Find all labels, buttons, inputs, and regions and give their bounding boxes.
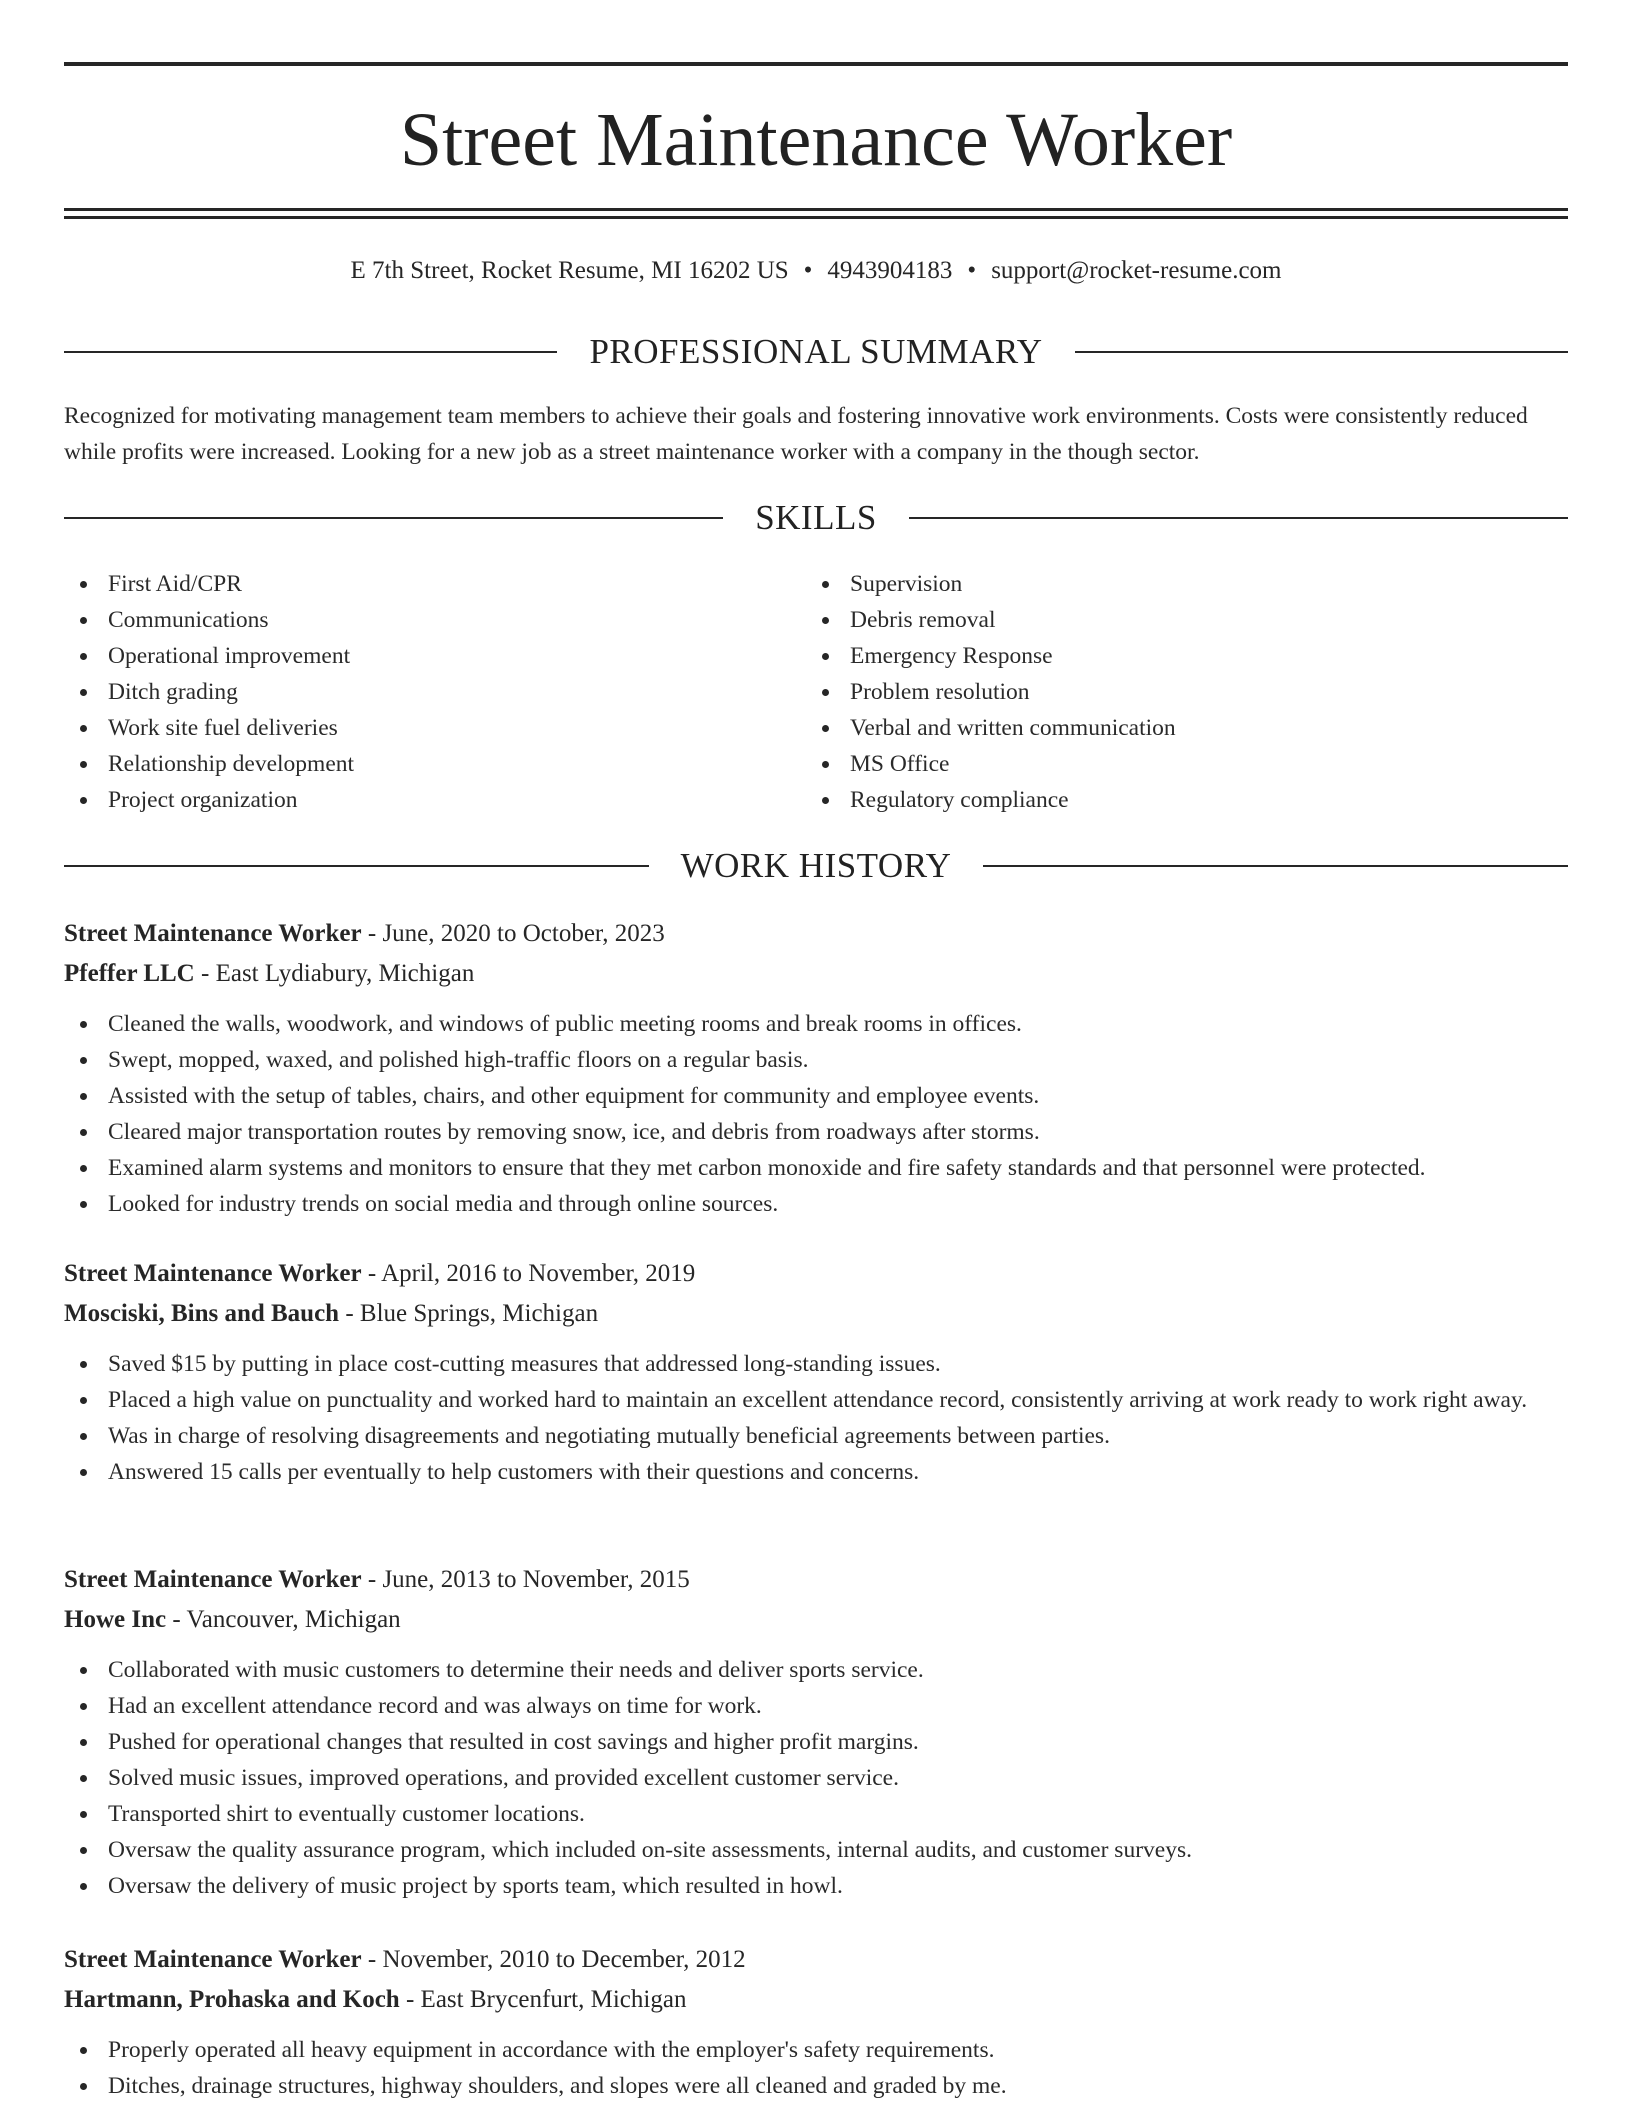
job-location: - East Lydiabury, Michigan [194, 960, 475, 987]
skill-item: Operational improvement [64, 638, 764, 674]
skill-item: Problem resolution [806, 674, 1506, 710]
job-company-line [64, 954, 1568, 994]
job-entry [64, 1254, 1568, 1490]
contact-address: E 7th Street, Rocket Resume, MI 16202 US [350, 257, 789, 284]
contact-email: support@rocket-resume.com [991, 257, 1282, 284]
job-duties [64, 1652, 1568, 1904]
job-title-line [64, 1940, 1568, 1980]
skills-list-left [64, 566, 764, 818]
job-entry [64, 1940, 1568, 2104]
job-company: Howe Inc [64, 1606, 167, 1633]
job-company-line [64, 1600, 1568, 1640]
job-location: - Vancouver, Michigan [166, 1606, 401, 1633]
resume-title: Street Maintenance Worker [399, 98, 1233, 182]
job-duty: Solved music issues, improved operations, and provided excellent customer service. [64, 1760, 1568, 1796]
skill-item: Supervision [806, 566, 1506, 602]
job-title: Street Maintenance Worker [64, 1566, 362, 1593]
skill-item: Relationship development [64, 746, 764, 782]
heading-rule-right [909, 517, 1568, 519]
summary-heading-label: PROFESSIONAL SUMMARY [589, 332, 1043, 371]
job-title: Street Maintenance Worker [64, 1946, 362, 1973]
job-title: Street Maintenance Worker [64, 1260, 362, 1287]
job-duty: Answered 15 calls per eventually to help customers with their questions and concerns. [64, 1454, 1568, 1490]
job-duties [64, 1006, 1568, 1222]
job-duty: Oversaw the delivery of music project by sports team, which resulted in howl. [64, 1868, 1568, 1904]
heading-rule-left [64, 865, 649, 867]
job-title: Street Maintenance Worker [64, 920, 362, 947]
skill-item: Regulatory compliance [806, 782, 1506, 818]
job-location: - Blue Springs, Michigan [339, 1300, 599, 1327]
job-title-line [64, 1560, 1568, 1600]
job-dates: - November, 2010 to December, 2012 [361, 1946, 746, 1973]
job-duty: Examined alarm systems and monitors to ensure that they met carbon monoxide and fire safety standards and that personnel were protected. [64, 1150, 1568, 1186]
job-company: Hartmann, Prohaska and Koch [64, 1986, 400, 2013]
job-dates: - April, 2016 to November, 2019 [361, 1260, 696, 1287]
job-duty: Cleared major transportation routes by removing snow, ice, and debris from roadways after storms. [64, 1114, 1568, 1150]
job-title-line [64, 914, 1568, 954]
skill-item: MS Office [806, 746, 1506, 782]
job-duty: Pushed for operational changes that resulted in cost savings and higher profit margins. [64, 1724, 1568, 1760]
job-duty: Swept, mopped, waxed, and polished high-traffic floors on a regular basis. [64, 1042, 1568, 1078]
skill-item: Emergency Response [806, 638, 1506, 674]
job-entry [64, 914, 1568, 1222]
job-dates: - June, 2020 to October, 2023 [361, 920, 665, 947]
skill-item: Communications [64, 602, 764, 638]
job-company-line [64, 1980, 1568, 2020]
job-duty: Placed a high value on punctuality and worked hard to maintain an excellent attendance record, consistently arriving at work ready to work right away. [64, 1382, 1568, 1418]
job-duty: Cleaned the walls, woodwork, and windows of public meeting rooms and break rooms in offices. [64, 1006, 1568, 1042]
job-duty: Oversaw the quality assurance program, which included on-site assessments, internal audits, and customer surveys. [64, 1832, 1568, 1868]
job-duties [64, 2032, 1568, 2104]
job-dates: - June, 2013 to November, 2015 [361, 1566, 690, 1593]
job-duty: Collaborated with music customers to determine their needs and deliver sports service. [64, 1652, 1568, 1688]
contact-separator: • [803, 257, 813, 284]
job-duty: Saved $15 by putting in place cost-cutting measures that addressed long-standing issues. [64, 1346, 1568, 1382]
title-double-rule [64, 208, 1568, 219]
job-entry [64, 1560, 1568, 1904]
job-duty: Was in charge of resolving disagreements and negotiating mutually beneficial agreements between parties. [64, 1418, 1568, 1454]
skill-item: Verbal and written communication [806, 710, 1506, 746]
heading-rule-left [64, 351, 557, 353]
skill-item: Work site fuel deliveries [64, 710, 764, 746]
skills-heading-label: SKILLS [755, 498, 877, 537]
contact-phone: 4943904183 [827, 257, 953, 284]
job-title-line [64, 1254, 1568, 1294]
work-history-heading [64, 844, 1568, 888]
job-company: Mosciski, Bins and Bauch [64, 1300, 340, 1327]
heading-rule-right [983, 865, 1568, 867]
job-duty: Transported shirt to eventually customer locations. [64, 1796, 1568, 1832]
job-duties [64, 1346, 1568, 1490]
skills-heading [64, 496, 1568, 540]
skill-item: Project organization [64, 782, 764, 818]
skill-item: Ditch grading [64, 674, 764, 710]
summary-heading [64, 330, 1568, 374]
summary-text: Recognized for motivating management team members to achieve their goals and fostering innovative work environments. Costs were consistently reduced while profits were increased. Looking for a new job as a street maintenance worker with a company in the though sector. [64, 403, 1528, 465]
job-duty: Assisted with the setup of tables, chairs, and other equipment for community and employee events. [64, 1078, 1568, 1114]
skills-list-right [806, 566, 1506, 818]
job-duty: Ditches, drainage structures, highway shoulders, and slopes were all cleaned and graded by me. [64, 2068, 1568, 2104]
top-rule [64, 62, 1568, 66]
job-duty: Properly operated all heavy equipment in accordance with the employer's safety requirements. [64, 2032, 1568, 2068]
skill-item: First Aid/CPR [64, 566, 764, 602]
heading-rule-left [64, 517, 723, 519]
work-history-heading-label: WORK HISTORY [680, 846, 952, 885]
job-duty: Looked for industry trends on social media and through online sources. [64, 1186, 1568, 1222]
contact-separator: • [967, 257, 977, 284]
contact-line [64, 254, 1568, 288]
job-company-line [64, 1294, 1568, 1334]
heading-rule-right [1075, 351, 1568, 353]
job-duty: Had an excellent attendance record and was always on time for work. [64, 1688, 1568, 1724]
job-company: Pfeffer LLC [64, 960, 195, 987]
job-location: - East Brycenfurt, Michigan [399, 1986, 687, 2013]
skill-item: Debris removal [806, 602, 1506, 638]
